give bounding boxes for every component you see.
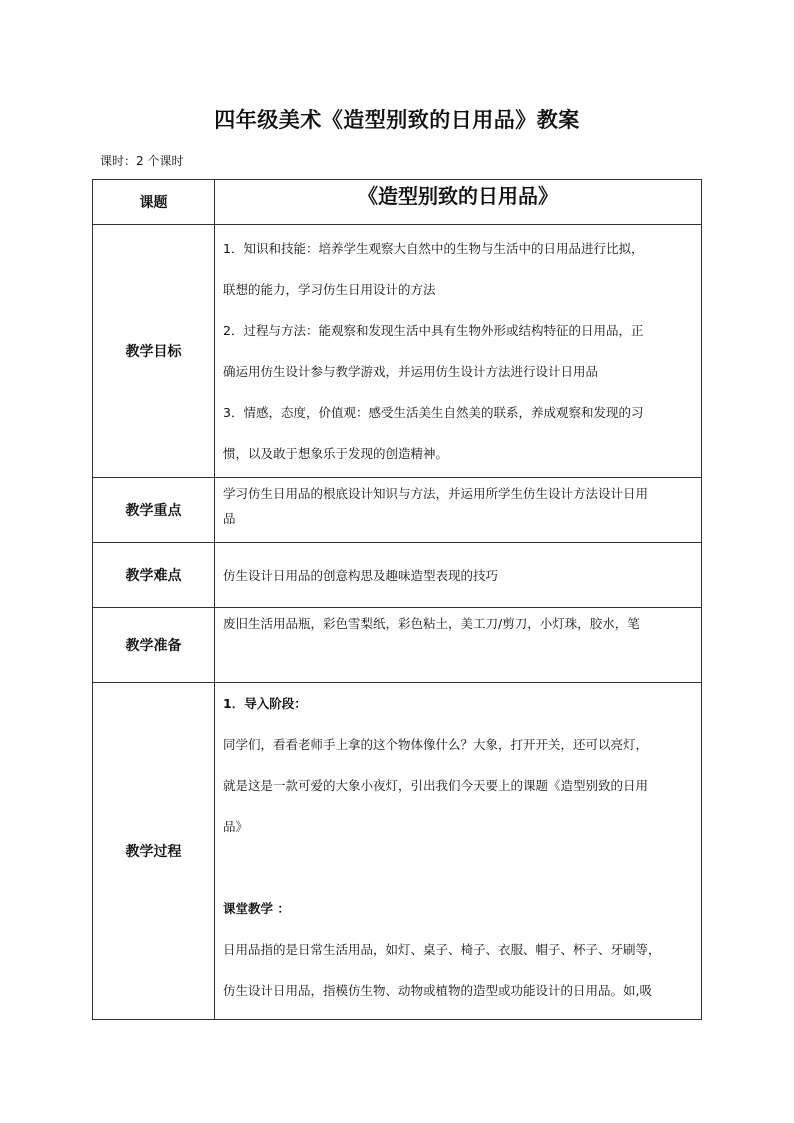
process-stage1-heading: 1．导入阶段： [223, 696, 307, 711]
difficulties-cell [215, 543, 702, 608]
objectives-line: 1．知识和技能：培养学生观察大自然中的生物与生活中的日用品进行比拟， [223, 241, 644, 256]
label-objectives: 教学目标 [93, 225, 215, 478]
process-line: 同学们，看看老师手上拿的这个物体像什么？大象，打开开关，还可以亮灯， [223, 737, 649, 752]
objectives-line: 联想的能力，学习仿生日用设计的方法 [223, 282, 436, 297]
process-line: 品》 [223, 819, 249, 834]
label-difficulties: 教学难点 [93, 543, 215, 608]
process-line: 仿生设计日用品，指模仿生物、动物或植物的造型或功能设计的日用品。如,吸 [223, 983, 652, 998]
row-difficulties [93, 543, 702, 608]
row-objectives [93, 225, 702, 478]
objectives-cell [215, 225, 702, 478]
label-preparation: 教学准备 [93, 608, 215, 683]
objectives-line: 惯，以及敢于想象乐于发现的创造精神。 [223, 446, 449, 461]
process-cell [215, 683, 702, 1020]
class-hours: 课时：2 个课时 [100, 154, 184, 168]
process-stage2-heading: 课堂教学 ： [223, 901, 290, 916]
blank-line [223, 847, 697, 888]
key-points-line: 学习仿生日用品的根底设计知识与方法，并运用所学生仿生设计方法设计日用 [223, 486, 649, 501]
objectives-line: 3．情感，态度，价值观：感受生活美生自然美的联系，养成观察和发现的习 [223, 405, 644, 420]
row-topic [93, 180, 702, 225]
preparation-text: 废旧生活用品瓶，彩色雪梨纸，彩色粘土，美工刀/剪刀，小灯珠，胶水，笔 [223, 616, 640, 631]
label-key-points: 教学重点 [93, 478, 215, 543]
key-points-line: 品 [223, 511, 236, 526]
row-key-points [93, 478, 702, 543]
objectives-line: 2．过程与方法：能观察和发现生活中具有生物外形或结构特征的日用品，正 [223, 323, 644, 338]
process-line: 就是这是一款可爱的大象小夜灯，引出我们今天要上的课题《造型别致的日用 [223, 778, 649, 793]
row-process [93, 683, 702, 1020]
topic-value: 《造型别致的日用品》 [215, 180, 702, 225]
preparation-cell [215, 608, 702, 683]
process-line: 日用品指的是日常生活用品，如灯、桌子、椅子、衣服、帽子、杯子、牙刷等， [223, 942, 661, 957]
difficulties-text: 仿生设计日用品的创意构思及趣味造型表现的技巧 [223, 567, 499, 583]
row-preparation [93, 608, 702, 683]
objectives-line: 确运用仿生设计参与教学游戏，并运用仿生设计方法进行设计日用品 [223, 364, 599, 379]
document-title: 四年级美术《造型别致的日用品》教案 [214, 108, 580, 132]
label-topic: 课题 [93, 180, 215, 225]
lesson-plan-table [92, 179, 702, 1020]
key-points-cell [215, 478, 702, 543]
label-process: 教学过程 [93, 683, 215, 1020]
